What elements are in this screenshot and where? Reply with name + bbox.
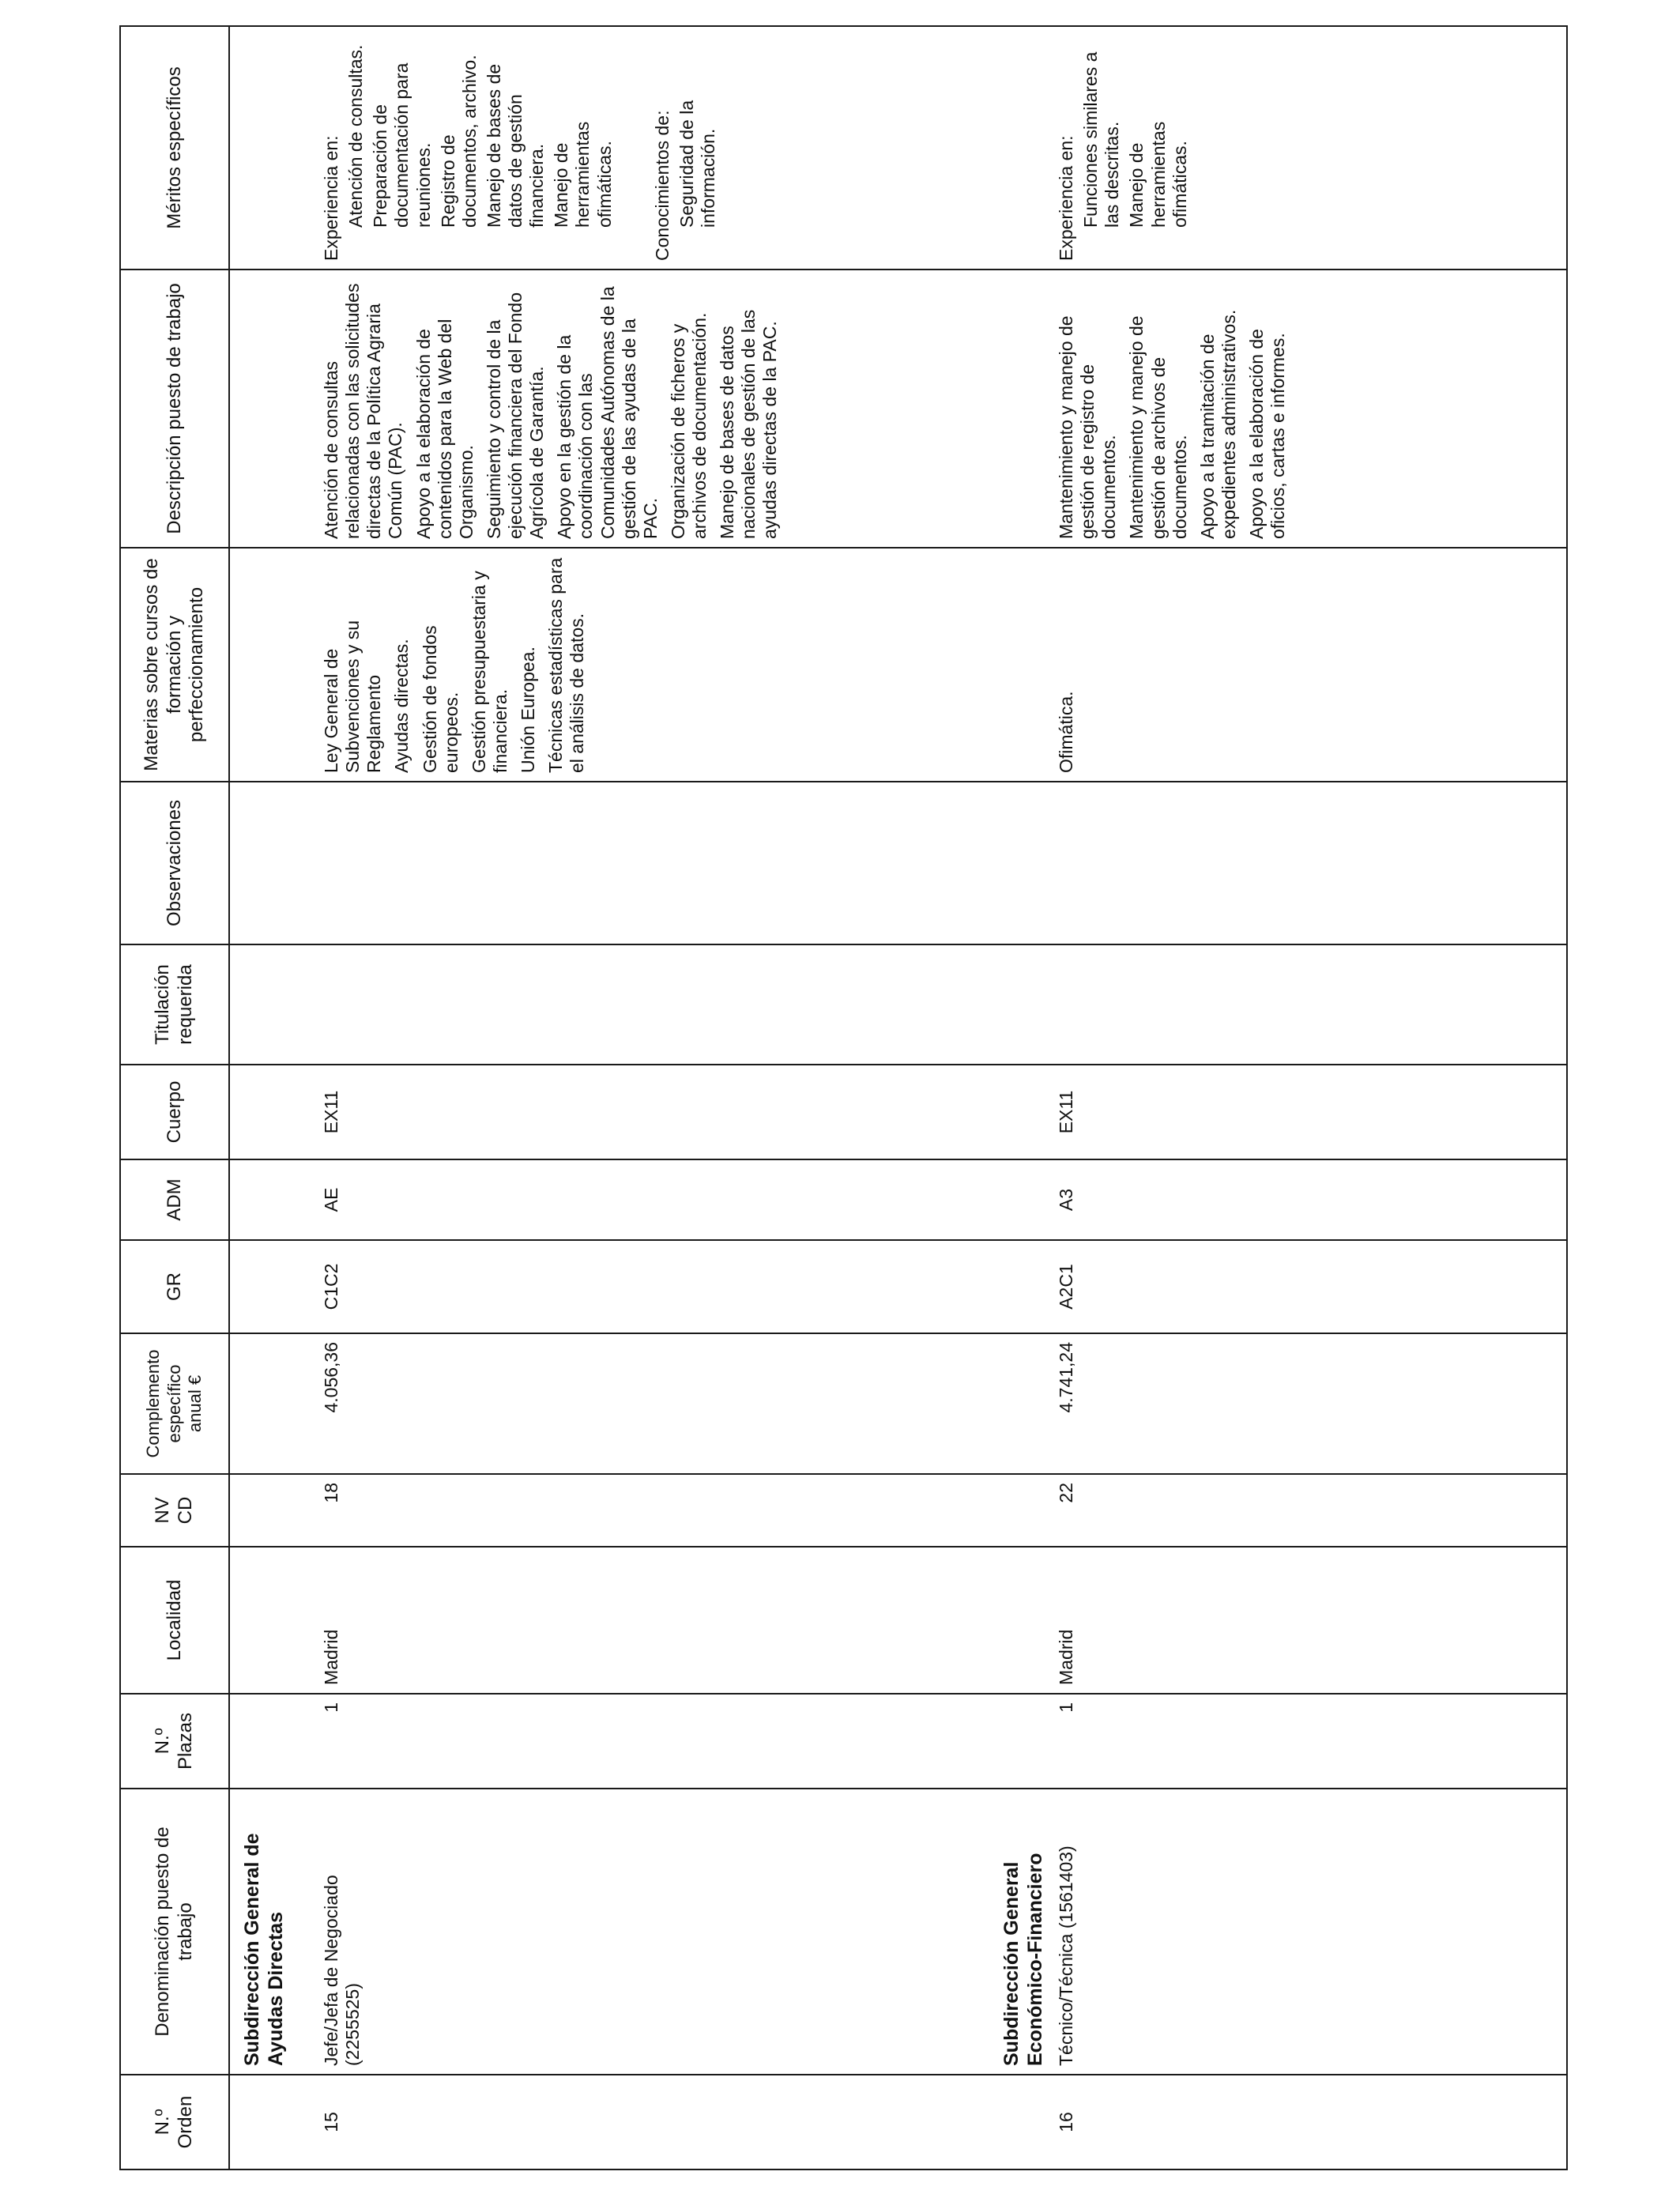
header-cuerpo: Cuerpo bbox=[120, 1065, 229, 1159]
plazas-cell bbox=[229, 1694, 1567, 1789]
descripcion-cell bbox=[229, 270, 1567, 548]
descripcion-item: Apoyo a la tramitación de expedientes administrativos. bbox=[1196, 309, 1239, 539]
descripcion-16 bbox=[1056, 270, 1295, 547]
adm-15: AE bbox=[321, 1187, 341, 1212]
localidad-15: Madrid bbox=[321, 1629, 341, 1685]
observaciones-cell bbox=[229, 782, 1567, 944]
header-localidad: Localidad bbox=[120, 1547, 229, 1694]
orden-cell bbox=[229, 2075, 1567, 2169]
merito-item: Preparación de documentación para reuniones. bbox=[370, 62, 434, 228]
header-plazas: N.º Plazas bbox=[120, 1694, 229, 1789]
orden-16: 16 bbox=[1056, 2112, 1076, 2132]
cuerpo-cell bbox=[229, 1065, 1567, 1159]
header-row bbox=[120, 26, 229, 2169]
materia-item: Ayudas directas. bbox=[391, 639, 412, 773]
meritos-conocimientos-heading: Conocimientos de: bbox=[651, 110, 672, 261]
header-observaciones: Observaciones bbox=[120, 782, 229, 944]
merito-item: Seguridad de la información. bbox=[676, 100, 718, 228]
adm-cell bbox=[229, 1159, 1567, 1240]
grupo-16: A2C1 bbox=[1056, 1264, 1076, 1310]
meritos-cell bbox=[229, 26, 1567, 270]
merito-item: Funciones similares a las descritas. bbox=[1080, 51, 1123, 228]
body-row bbox=[229, 26, 1567, 2169]
plazas-15: 1 bbox=[321, 1702, 341, 1713]
header-materias: Materias sobre cursos de formación y perfeccionamiento bbox=[120, 548, 229, 782]
orden-15: 15 bbox=[321, 2112, 341, 2132]
materia-item: Técnicas estadísticas para el análisis de datos. bbox=[545, 557, 588, 773]
descripcion-15 bbox=[321, 270, 788, 547]
denominacion-cell bbox=[229, 1789, 1567, 2075]
materias-16 bbox=[1056, 548, 1083, 781]
denominacion-15: Jefe/Jefa de Negociado (2255525) bbox=[321, 1875, 363, 2066]
complemento-cell bbox=[229, 1333, 1567, 1474]
header-denominacion: Denominación puesto de trabajo bbox=[120, 1789, 229, 2075]
header-nivel: NV CD bbox=[120, 1474, 229, 1547]
complemento-15: 4.056,36 bbox=[321, 1342, 341, 1413]
meritos-experiencia-heading: Experiencia en: bbox=[1056, 135, 1076, 261]
materia-item: Gestión de fondos europeos. bbox=[419, 625, 461, 773]
meritos-16 bbox=[1056, 27, 1194, 269]
materias-15 bbox=[321, 548, 594, 781]
merito-item: Atención de consultas. bbox=[345, 44, 367, 228]
adm-16: A3 bbox=[1056, 1188, 1076, 1212]
grupo-15: C1C2 bbox=[321, 1263, 341, 1310]
titulacion-cell bbox=[229, 944, 1567, 1065]
merito-item: Registro de documentos, archivo. bbox=[437, 55, 480, 228]
localidad-16: Madrid bbox=[1056, 1629, 1076, 1685]
job-positions-table bbox=[119, 25, 1568, 2170]
descripcion-item: Atención de consultas relacionadas con las solicitudes directas de la Política Agraria Común (PAC). bbox=[321, 283, 406, 539]
descripcion-item: Apoyo en la gestión de la coordinación con las Comunidades Autónomas de la gestión de las ayudas de la PAC. bbox=[554, 286, 661, 539]
grupo-cell bbox=[229, 1240, 1567, 1333]
nivel-cell bbox=[229, 1474, 1567, 1547]
section-title-economico-financiero: Subdirección General Económico-Financiero bbox=[1000, 1853, 1046, 2066]
nivel-15: 18 bbox=[321, 1483, 341, 1503]
localidad-cell bbox=[229, 1547, 1567, 1694]
header-grupo: GR bbox=[120, 1240, 229, 1333]
merito-item: Manejo de herramientas ofimáticas. bbox=[1126, 121, 1190, 228]
merito-item: Manejo de bases de datos de gestión financiera. bbox=[483, 63, 548, 228]
header-descripcion: Descripción puesto de trabajo bbox=[120, 270, 229, 548]
plazas-16: 1 bbox=[1056, 1702, 1076, 1713]
complemento-16: 4.741,24 bbox=[1056, 1342, 1076, 1413]
descripcion-item: Seguimiento y control de la ejecución financiera del Fondo Agrícola de Garantía. bbox=[483, 292, 548, 539]
header-adm: ADM bbox=[120, 1159, 229, 1240]
header-titulacion: Titulación requerida bbox=[120, 944, 229, 1065]
cuerpo-16: EX11 bbox=[1056, 1090, 1076, 1134]
materia-item: Ofimática. bbox=[1056, 691, 1076, 773]
cuerpo-15: EX11 bbox=[321, 1090, 341, 1134]
descripcion-item: Mantenimiento y manejo de gestión de registro de documentos. bbox=[1056, 315, 1120, 539]
meritos-15 bbox=[321, 27, 722, 269]
materia-item: Gestión presupuestaria y financiera. bbox=[468, 571, 510, 773]
header-orden: N.º Orden bbox=[120, 2075, 229, 2169]
materias-cell bbox=[229, 548, 1567, 782]
descripcion-item: Mantenimiento y manejo de gestión de archivos de documentos. bbox=[1126, 315, 1190, 539]
descripcion-item: Manejo de bases de datos nacionales de gestión de las ayudas directas de la PAC. bbox=[717, 309, 781, 539]
descripcion-item: Organización de ficheros y archivos de documentación. bbox=[667, 312, 710, 539]
nivel-16: 22 bbox=[1056, 1483, 1076, 1503]
header-meritos: Méritos específicos bbox=[120, 26, 229, 270]
meritos-experiencia-heading: Experiencia en: bbox=[321, 135, 341, 261]
merito-item: Manejo de herramientas ofimáticas. bbox=[551, 121, 615, 228]
section-title-ayudas-directas: Subdirección General de Ayudas Directas bbox=[241, 1833, 287, 2066]
descripcion-item: Apoyo a la elaboración de contenidos para la Web del Organismo. bbox=[412, 319, 477, 539]
descripcion-item: Apoyo a la elaboración de oficios, cartas e informes. bbox=[1246, 329, 1289, 539]
materia-item: Unión Europea. bbox=[518, 647, 538, 773]
header-complemento: Complemento específico anual € bbox=[120, 1333, 229, 1474]
denominacion-16: Técnico/Técnica (1561403) bbox=[1056, 1845, 1076, 2066]
materia-item: Ley General de Subvenciones y su Reglamento bbox=[321, 620, 385, 773]
